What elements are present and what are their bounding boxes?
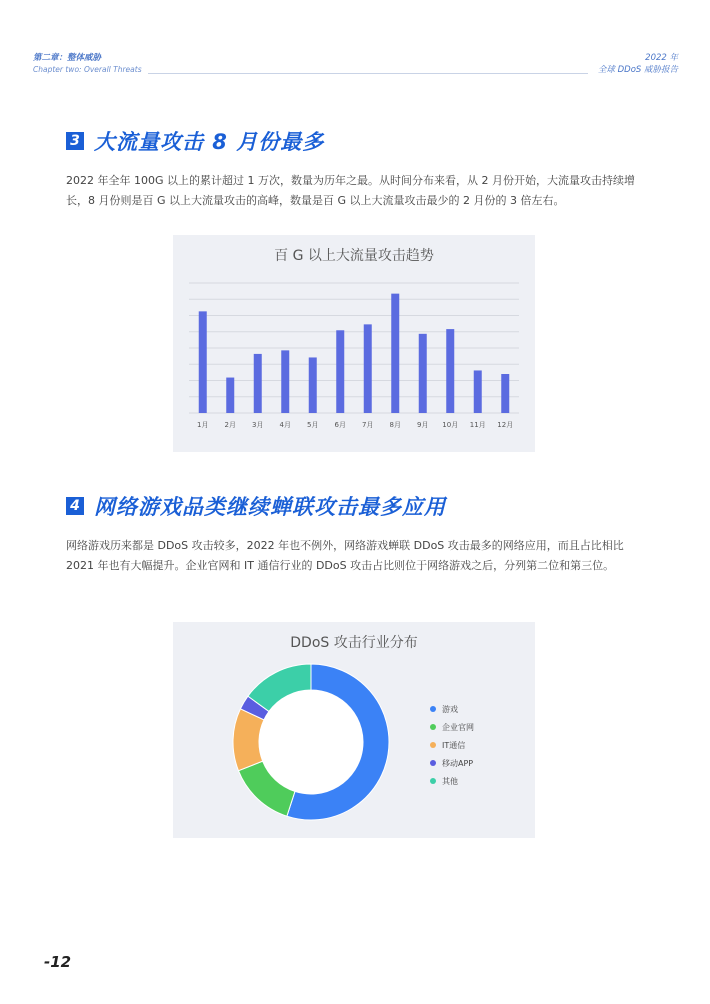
report-year: 2022 年	[645, 53, 678, 63]
donut-hole	[259, 690, 363, 794]
legend-swatch	[430, 778, 436, 784]
bar	[199, 311, 207, 413]
legend-item	[430, 700, 474, 718]
legend-label: 其他	[442, 776, 458, 786]
bar	[446, 329, 454, 413]
bar-x-tick-label: 9月	[417, 421, 429, 429]
bar-x-tick-label: 8月	[389, 421, 401, 429]
legend-swatch	[430, 724, 436, 730]
bar	[226, 378, 234, 413]
section-3-heading	[66, 126, 324, 156]
section-3-paragraph: 2022 年全年 100G 以上的累计超过 1 万次，数量为历年之最。从时间分布来看，从 2 月份开始，大流量攻击持续增长，8 月份则是百 G 以上大流量攻击的高峰，数量是百 G 以上大流量攻击最少的 2 月份的 3 倍左右。	[66, 174, 635, 207]
bar	[309, 357, 317, 413]
chapter-title-en: Chapter two: Overall Threats	[33, 65, 142, 74]
bar-chart	[173, 235, 535, 452]
report-title: 全球 DDoS 威胁报告	[597, 65, 678, 75]
legend-label: IT通信	[442, 740, 466, 750]
legend-swatch	[430, 742, 436, 748]
section-3-title: 大流量攻击 8 月份最多	[94, 130, 325, 154]
bar	[501, 374, 509, 413]
legend-item	[430, 754, 474, 772]
section-4-heading	[66, 491, 446, 521]
bar-x-tick-label: 7月	[362, 421, 374, 429]
bar-x-tick-label: 10月	[442, 421, 459, 429]
bar	[474, 370, 482, 413]
bar	[336, 330, 344, 413]
header-chapter	[33, 52, 142, 76]
bar-chart-panel	[173, 235, 535, 452]
bar	[281, 350, 289, 413]
legend-swatch	[430, 760, 436, 766]
bar	[391, 294, 399, 413]
donut-chart-panel	[173, 622, 535, 838]
section-3-number: 3	[66, 132, 84, 150]
bar	[419, 334, 427, 413]
page-number: -12	[44, 953, 72, 971]
bar-x-tick-label: 12月	[497, 421, 514, 429]
header-report	[598, 52, 678, 76]
bar-x-tick-label: 5月	[307, 421, 319, 429]
legend-label: 移动APP	[442, 758, 474, 768]
bar-x-tick-label: 2月	[224, 421, 236, 429]
legend-item	[430, 736, 474, 754]
bar-x-tick-label: 11月	[469, 421, 486, 429]
section-4-number: 4	[66, 497, 84, 515]
section-4-title: 网络游戏品类继续蝉联攻击最多应用	[94, 495, 446, 519]
bar	[364, 324, 372, 413]
legend-label: 企业官网	[442, 722, 474, 732]
donut-chart	[173, 622, 535, 838]
donut-chart-title: DDoS 攻击行业分布	[290, 635, 418, 651]
bar-x-tick-label: 3月	[252, 421, 264, 429]
legend-swatch	[430, 706, 436, 712]
bar-x-tick-label: 4月	[279, 421, 291, 429]
legend-label: 游戏	[442, 704, 458, 714]
header-divider	[148, 73, 588, 74]
legend-item	[430, 718, 474, 736]
bar-x-tick-label: 6月	[334, 421, 346, 429]
bar-chart-title: 百 G 以上大流量攻击趋势	[274, 248, 434, 264]
donut-legend	[430, 700, 474, 790]
bar-x-tick-label: 1月	[197, 421, 209, 429]
bar	[254, 354, 262, 413]
chapter-title-cn: 第二章：整体威胁	[33, 53, 102, 63]
section-4-paragraph: 网络游戏历来都是 DDoS 攻击较多，2022 年也不例外，网络游戏蝉联 DDoS 攻击最多的网络应用，而且占比相比 2021 年也有大幅提升。企业官网和 IT 通信行业的 DDoS 攻击占比则位于网络游戏之后，分列第二位和第三位。	[66, 539, 624, 572]
legend-item	[430, 772, 474, 790]
